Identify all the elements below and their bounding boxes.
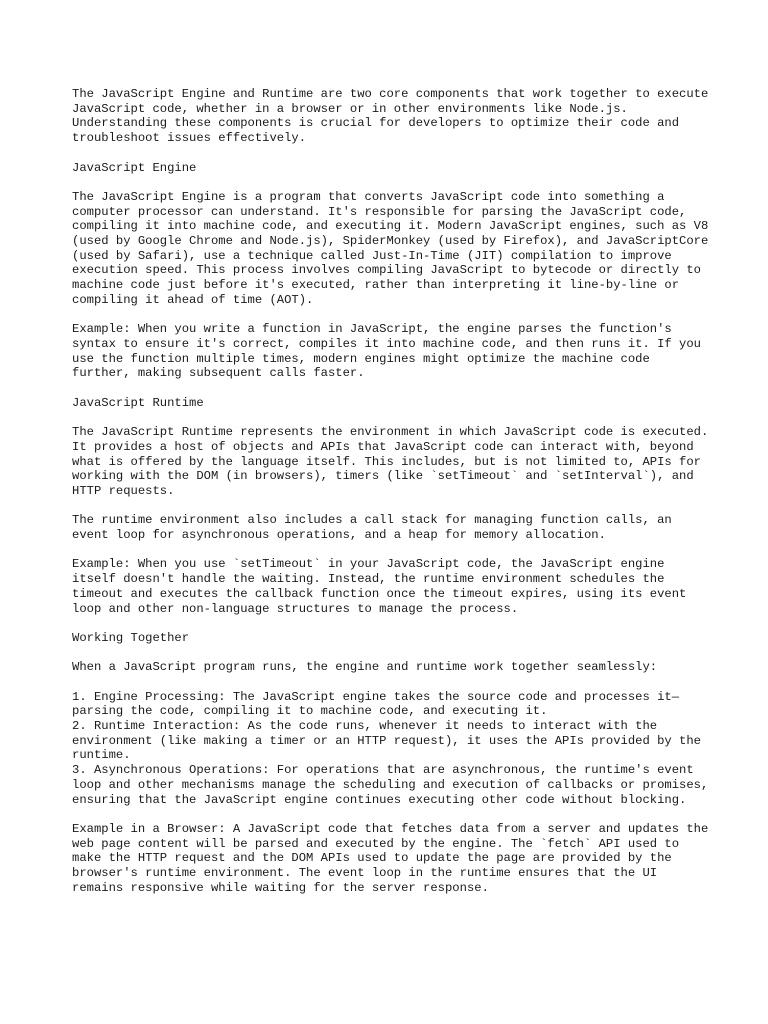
together-intro-paragraph: When a JavaScript program runs, the engine and runtime work together seamlessly: [72, 660, 658, 675]
runtime-components-paragraph: The runtime environment also includes a call stack for managing function calls, an event loop for asynchronous operations, and a heap for memory allocation. [72, 513, 680, 542]
runtime-heading: JavaScript Runtime [72, 395, 204, 410]
list-item: 1. Engine Processing: The JavaScript engine takes the source code and processes it—parsing the code, compiling it to machine code, and executing it. [72, 689, 680, 719]
engine-description-paragraph: The JavaScript Engine is a program that converts JavaScript code into something a computer processor can understand. It's responsible for parsing the JavaScript code, compiling it into machine code, and executing it. Modern JavaScript engines, such as V8 (used by Google Chrome and Node.js), SpiderMonkey (used by Firefox), and JavaScriptCore (used by Safari), use a technique called Just-In-Time (JIT) compilation to improve execution speed. This process involves compiling JavaScript to bytecode or directly to machine code just before it's executed, rather than interpreting it line-by-line or compiling it ahead of time (AOT). [72, 189, 716, 307]
runtime-example-paragraph: Example: When you use `setTimeout` in your JavaScript code, the JavaScript engine itself doesn't handle the waiting. Instead, the runtime environment schedules the timeout and executes the callback function once the timeout expires, using its event loop and other non-language structures to manage the process. [72, 557, 694, 616]
document-page [72, 87, 716, 910]
intro-paragraph: The JavaScript Engine and Runtime are two core components that work together to execute JavaScript code, whether in a browser or in other environments like Node.js. Understanding these components is crucial for developers to optimize their code and troubleshoot issues effectively. [72, 87, 716, 146]
steps-list [72, 690, 712, 808]
browser-example-paragraph: Example in a Browser: A JavaScript code that fetches data from a server and updates the web page content will be parsed and executed by the engine. The `fetch` API used to make the HTTP request and the DOM APIs used to update the page are provided by the browser's runtime environment. The event loop in the runtime ensures that the UI remains responsive while waiting for the server response. [72, 821, 716, 895]
list-item: 2. Runtime Interaction: As the code runs, whenever it needs to interact with the environment (like making a timer or an HTTP request), it uses the APIs provided by the runtime. [72, 719, 701, 763]
runtime-description-paragraph: The JavaScript Runtime represents the environment in which JavaScript code is executed. It provides a host of objects and APIs that JavaScript code can interact with, beyond what is offered by the language itself. This includes, but is not limited to, APIs for working with the DOM (in browsers), timers (like `setTimeout` and `setInterval`), and HTTP requests. [72, 425, 716, 498]
engine-heading: JavaScript Engine [72, 160, 197, 175]
engine-example-paragraph: Example: When you write a function in JavaScript, the engine parses the function's syntax to ensure it's correct, compiles it into machine code, and then runs it. If you use the function multiple times, modern engines might optimize the machine code further, making subsequent calls faster. [72, 322, 709, 381]
list-item: 3. Asynchronous Operations: For operations that are asynchronous, the runtime's event loop and other mechanisms manage the scheduling and execution of callbacks or promises, ensuring that the JavaScript engine continues executing other code without blocking. [72, 763, 709, 807]
together-heading: Working Together [72, 630, 190, 645]
